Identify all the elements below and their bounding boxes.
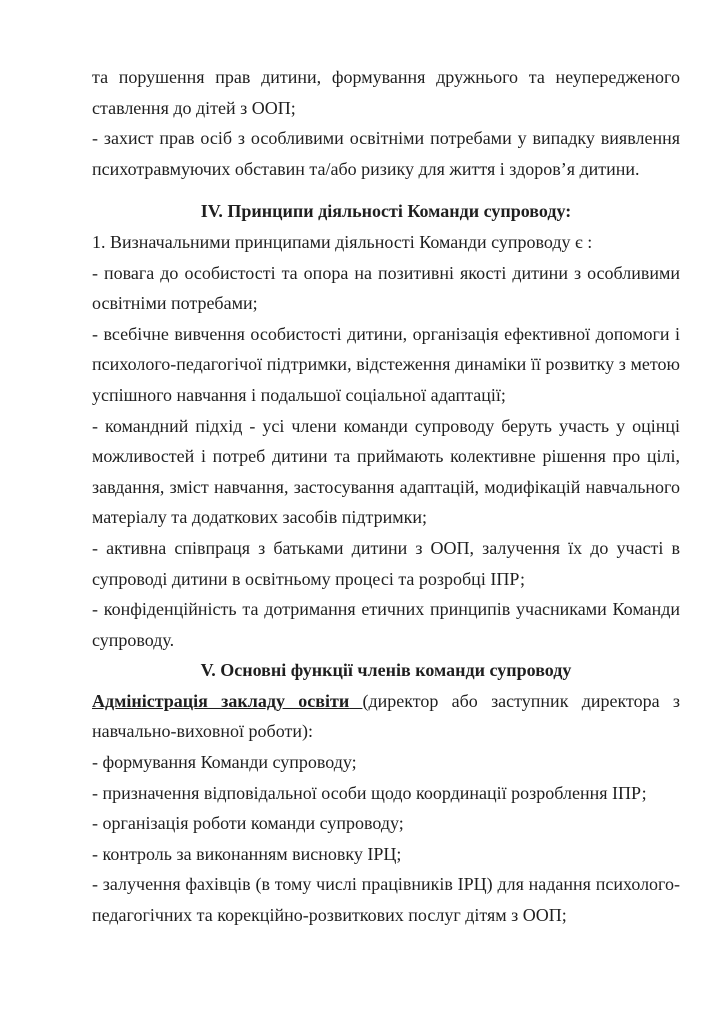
body-line: ставлення до дітей з ООП; <box>92 97 296 118</box>
body-line: - захист прав осіб з особливими освітніми потребами у випадку виявлення <box>92 128 680 149</box>
body-line: завдання, зміст навчання, застосування адаптацій, модифікацій навчального <box>92 476 680 497</box>
body-line: - формування Команди супроводу; <box>92 752 357 773</box>
body-line: психотравмуючих обставин та/або ризику для життя і здоров’я дитини. <box>92 158 640 179</box>
section-heading-iv: IV. Принципи діяльності Команди супроводу: <box>200 201 572 222</box>
body-line: супроводу. <box>92 629 175 650</box>
body-line: - командний підхід - усі члени команди супроводу беруть участь у оцінці <box>92 415 680 436</box>
body-line: матеріалу та додаткових засобів підтримки; <box>92 507 428 528</box>
body-line: психолого-педагогічої підтримки, відстеження динаміки її розвитку з метою <box>92 354 680 375</box>
body-line: - призначення відповідальної особи щодо координації розроблення ІПР; <box>92 782 647 803</box>
body-line: 1. Визначальними принципами діяльності Команди супроводу є : <box>92 231 593 252</box>
body-line: - всебічне вивчення особистості дитини, організація ефективної допомоги і <box>92 323 680 344</box>
admin-lead-bold-underlined: Адміністрація закладу освіти <box>92 690 350 711</box>
body-line: навчально-виховної роботи): <box>92 721 313 742</box>
body-line: можливостей і потреб дитини та приймають колективне рішення про цілі, <box>92 446 680 467</box>
body-line: - залучення фахівців (в тому числі працівників ІРЦ) для надання психолого- <box>92 874 680 895</box>
body-line: педагогічних та корекційно-розвиткових послуг дітям з ООП; <box>92 905 567 926</box>
admin-lead-line <box>92 686 680 717</box>
body-line: освітніми потребами; <box>92 293 258 314</box>
body-line: - активна співпраця з батьками дитини з ООП, залучення їх до участі в <box>92 537 680 558</box>
section-heading-v: V. Основні функції членів команди супроводу <box>200 660 572 681</box>
body-line: - конфіденційність та дотримання етичних принципів учасниками Команди <box>92 599 680 620</box>
body-line: - повага до особистості та опора на позитивні якості дитини з особливими <box>92 262 680 283</box>
body-line: та порушення прав дитини, формування дружнього та неупередженого <box>92 67 680 87</box>
body-line: - організація роботи команди супроводу; <box>92 813 404 834</box>
body-line: - контроль за виконанням висновку ІРЦ; <box>92 843 402 864</box>
admin-lead-underline-space <box>349 691 362 711</box>
admin-lead-rest: (директор або заступник директора з <box>362 690 680 711</box>
body-line: супроводі дитини в освітньому процесі та розробці ІПР; <box>92 568 525 589</box>
body-line: успішного навчання і подальшої соціальної адаптації; <box>92 384 506 405</box>
